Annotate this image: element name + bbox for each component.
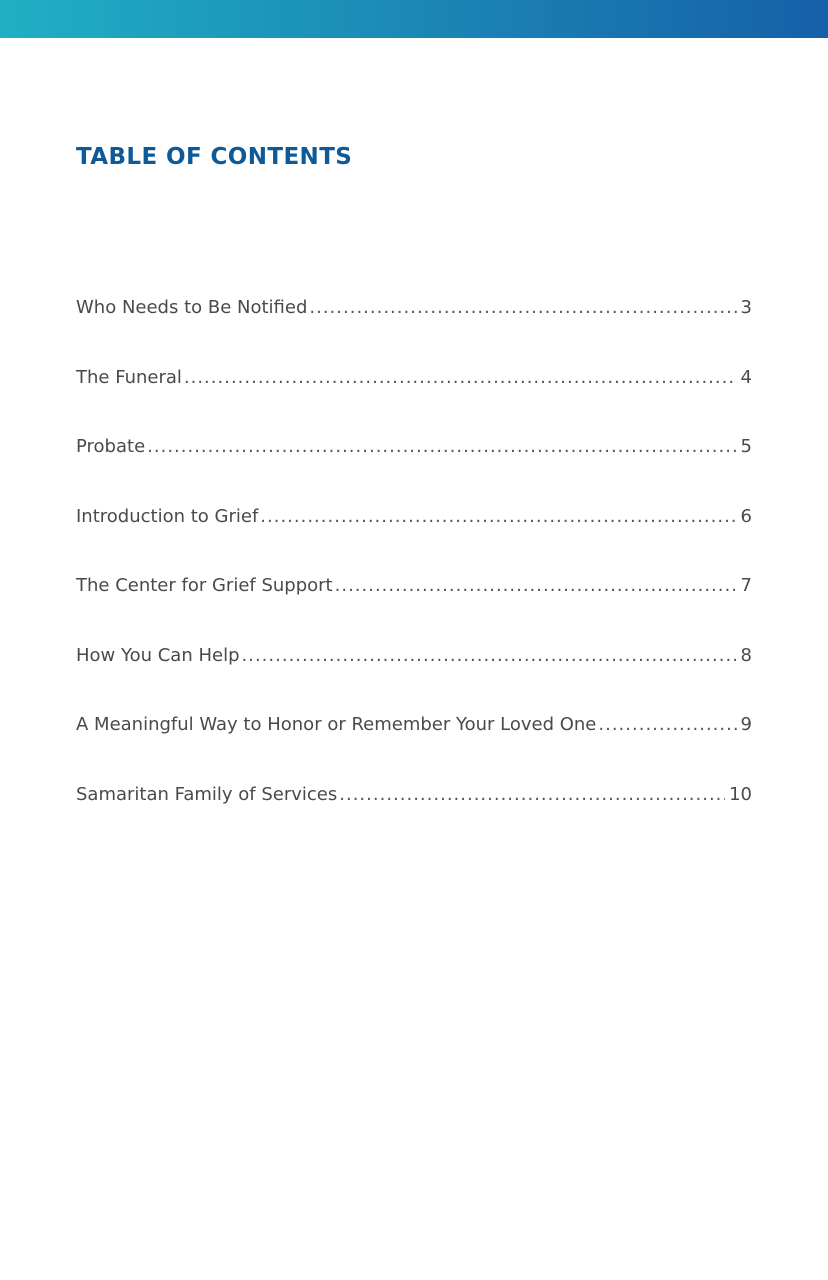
- toc-entry-who-needs-to-be-notified[interactable]: [76, 294, 752, 364]
- table-of-contents: [76, 294, 752, 850]
- toc-entry-title: The Center for Grief Support: [76, 575, 333, 596]
- toc-entry-title: Who Needs to Be Notified: [76, 297, 308, 318]
- toc-page-number: 8: [740, 644, 752, 666]
- toc-page-number: 5: [740, 436, 752, 457]
- toc-page-number: 10: [729, 783, 752, 805]
- dot-leader: [260, 503, 736, 531]
- toc-entry-samaritan-family-of-services[interactable]: [76, 781, 752, 851]
- toc-entry-title: How You Can Help: [76, 644, 240, 666]
- header-gradient-band: [0, 0, 828, 38]
- toc-entry-introduction-to-grief[interactable]: [76, 503, 752, 573]
- toc-entry-probate[interactable]: [76, 433, 752, 503]
- dot-leader: [339, 781, 725, 809]
- toc-page-number: 6: [740, 505, 752, 527]
- dot-leader: [335, 572, 737, 600]
- toc-entry-meaningful-way-to-honor[interactable]: [76, 711, 752, 781]
- dot-leader: [242, 642, 737, 670]
- toc-entry-title: The Funeral: [76, 366, 182, 388]
- toc-page-number: 9: [740, 714, 752, 735]
- toc-entry-title: Introduction to Grief: [76, 505, 259, 527]
- page-title: TABLE OF CONTENTS: [76, 144, 353, 170]
- dot-leader: [309, 294, 736, 322]
- toc-page-number: 3: [740, 297, 752, 318]
- toc-entry-center-for-grief-support[interactable]: [76, 572, 752, 642]
- dot-leader: [598, 711, 736, 739]
- toc-entry-title: Probate: [76, 436, 146, 457]
- toc-entry-the-funeral[interactable]: [76, 364, 752, 434]
- toc-entry-how-you-can-help[interactable]: [76, 642, 752, 712]
- toc-entry-title: A Meaningful Way to Honor or Remember Your Loved One: [76, 714, 597, 735]
- dot-leader: [184, 364, 737, 392]
- toc-entry-title: Samaritan Family of Services: [76, 783, 338, 805]
- dot-leader: [147, 433, 736, 461]
- toc-page-number: 7: [740, 575, 752, 596]
- toc-page-number: 4: [740, 366, 752, 388]
